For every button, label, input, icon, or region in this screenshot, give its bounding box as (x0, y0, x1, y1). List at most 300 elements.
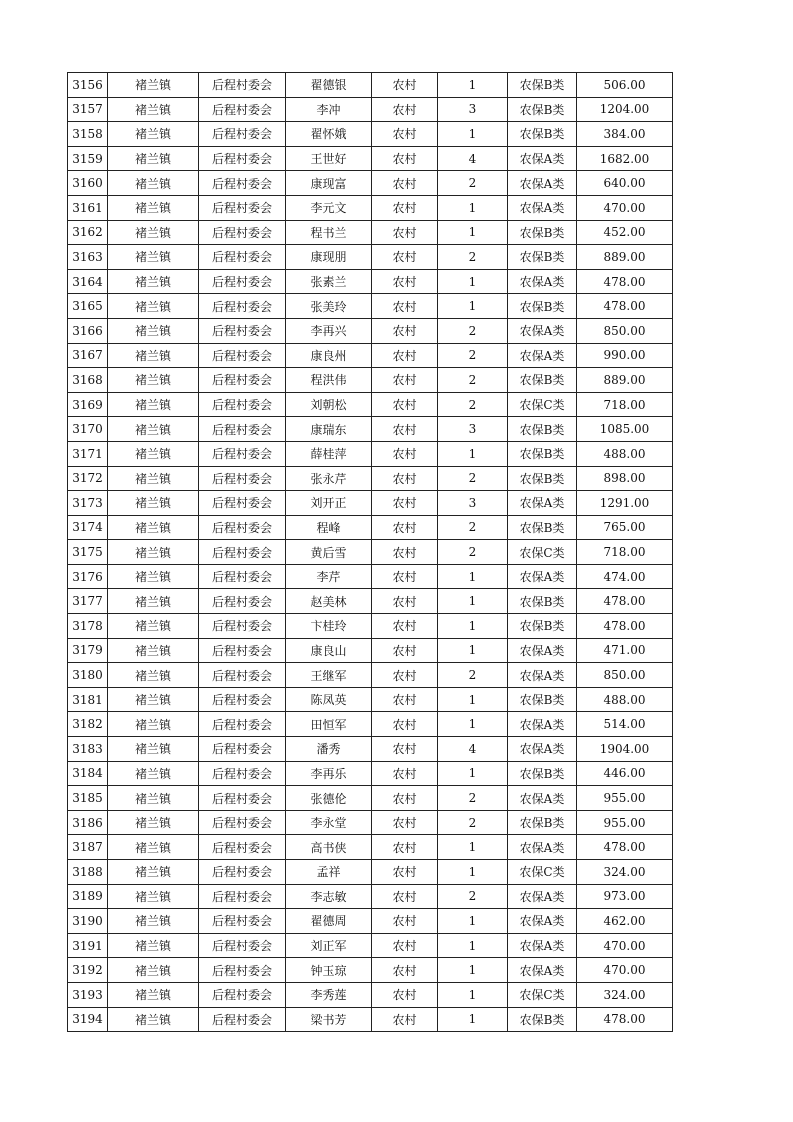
village-committee-cell: 后程村委会 (199, 441, 286, 466)
row-number-cell: 3172 (68, 466, 108, 491)
benefit-table (67, 72, 673, 1032)
table-row (68, 1007, 673, 1032)
table-row (68, 589, 673, 614)
row-number-cell: 3160 (68, 171, 108, 196)
household-type-cell: 农村 (372, 515, 438, 540)
village-committee-cell: 后程村委会 (199, 343, 286, 368)
household-size-cell: 1 (438, 195, 508, 220)
row-number-cell: 3184 (68, 761, 108, 786)
village-committee-cell: 后程村委会 (199, 146, 286, 171)
row-number-cell: 3182 (68, 712, 108, 737)
town-cell: 褚兰镇 (108, 73, 199, 98)
household-size-cell: 1 (438, 982, 508, 1007)
name-cell: 潘秀 (286, 737, 372, 762)
town-cell: 褚兰镇 (108, 786, 199, 811)
row-number-cell: 3181 (68, 687, 108, 712)
table-row (68, 269, 673, 294)
village-committee-cell: 后程村委会 (199, 761, 286, 786)
amount-cell: 850.00 (577, 663, 673, 688)
household-type-cell: 农村 (372, 466, 438, 491)
household-size-cell: 2 (438, 786, 508, 811)
table-row (68, 982, 673, 1007)
name-cell: 孟祥 (286, 860, 372, 885)
table-row (68, 761, 673, 786)
household-type-cell: 农村 (372, 368, 438, 393)
household-type-cell: 农村 (372, 318, 438, 343)
town-cell: 褚兰镇 (108, 614, 199, 639)
household-type-cell: 农村 (372, 638, 438, 663)
name-cell: 李再乐 (286, 761, 372, 786)
village-committee-cell: 后程村委会 (199, 909, 286, 934)
household-type-cell: 农村 (372, 1007, 438, 1032)
amount-cell: 1904.00 (577, 737, 673, 762)
row-number-cell: 3180 (68, 663, 108, 688)
name-cell: 李冲 (286, 97, 372, 122)
name-cell: 康良州 (286, 343, 372, 368)
row-number-cell: 3162 (68, 220, 108, 245)
name-cell: 李芹 (286, 564, 372, 589)
household-type-cell: 农村 (372, 392, 438, 417)
insurance-category-cell: 农保B类 (508, 589, 577, 614)
row-number-cell: 3186 (68, 810, 108, 835)
village-committee-cell: 后程村委会 (199, 712, 286, 737)
household-type-cell: 农村 (372, 491, 438, 516)
amount-cell: 462.00 (577, 909, 673, 934)
town-cell: 褚兰镇 (108, 1007, 199, 1032)
household-type-cell: 农村 (372, 195, 438, 220)
name-cell: 薛桂萍 (286, 441, 372, 466)
town-cell: 褚兰镇 (108, 663, 199, 688)
town-cell: 褚兰镇 (108, 368, 199, 393)
village-committee-cell: 后程村委会 (199, 368, 286, 393)
amount-cell: 446.00 (577, 761, 673, 786)
village-committee-cell: 后程村委会 (199, 737, 286, 762)
insurance-category-cell: 农保A类 (508, 491, 577, 516)
household-size-cell: 1 (438, 294, 508, 319)
household-size-cell: 1 (438, 441, 508, 466)
insurance-category-cell: 农保B类 (508, 441, 577, 466)
household-type-cell: 农村 (372, 810, 438, 835)
household-type-cell: 农村 (372, 712, 438, 737)
household-type-cell: 农村 (372, 343, 438, 368)
town-cell: 褚兰镇 (108, 392, 199, 417)
name-cell: 卞桂玲 (286, 614, 372, 639)
name-cell: 康瑞东 (286, 417, 372, 442)
town-cell: 褚兰镇 (108, 638, 199, 663)
name-cell: 高书侠 (286, 835, 372, 860)
household-type-cell: 农村 (372, 909, 438, 934)
insurance-category-cell: 农保B类 (508, 515, 577, 540)
table-row (68, 343, 673, 368)
insurance-category-cell: 农保A类 (508, 737, 577, 762)
village-committee-cell: 后程村委会 (199, 663, 286, 688)
name-cell: 程书兰 (286, 220, 372, 245)
town-cell: 褚兰镇 (108, 687, 199, 712)
household-size-cell: 2 (438, 392, 508, 417)
household-type-cell: 农村 (372, 835, 438, 860)
household-type-cell: 农村 (372, 933, 438, 958)
table-row (68, 933, 673, 958)
insurance-category-cell: 农保A类 (508, 343, 577, 368)
town-cell: 褚兰镇 (108, 564, 199, 589)
town-cell: 褚兰镇 (108, 343, 199, 368)
table-row (68, 294, 673, 319)
amount-cell: 889.00 (577, 245, 673, 270)
household-size-cell: 1 (438, 614, 508, 639)
town-cell: 褚兰镇 (108, 417, 199, 442)
insurance-category-cell: 农保C类 (508, 540, 577, 565)
table-row (68, 392, 673, 417)
insurance-category-cell: 农保B类 (508, 687, 577, 712)
town-cell: 褚兰镇 (108, 318, 199, 343)
insurance-category-cell: 农保A类 (508, 269, 577, 294)
village-committee-cell: 后程村委会 (199, 171, 286, 196)
household-type-cell: 农村 (372, 737, 438, 762)
village-committee-cell: 后程村委会 (199, 638, 286, 663)
table-row (68, 97, 673, 122)
household-size-cell: 1 (438, 73, 508, 98)
household-size-cell: 1 (438, 835, 508, 860)
town-cell: 褚兰镇 (108, 171, 199, 196)
village-committee-cell: 后程村委会 (199, 958, 286, 983)
town-cell: 褚兰镇 (108, 122, 199, 147)
insurance-category-cell: 农保A类 (508, 318, 577, 343)
insurance-category-cell: 农保B类 (508, 73, 577, 98)
amount-cell: 1682.00 (577, 146, 673, 171)
household-size-cell: 1 (438, 564, 508, 589)
row-number-cell: 3171 (68, 441, 108, 466)
town-cell: 褚兰镇 (108, 466, 199, 491)
amount-cell: 1085.00 (577, 417, 673, 442)
town-cell: 褚兰镇 (108, 220, 199, 245)
table-row (68, 417, 673, 442)
row-number-cell: 3183 (68, 737, 108, 762)
household-type-cell: 农村 (372, 884, 438, 909)
household-size-cell: 2 (438, 515, 508, 540)
name-cell: 翟怀娥 (286, 122, 372, 147)
village-committee-cell: 后程村委会 (199, 220, 286, 245)
household-size-cell: 1 (438, 761, 508, 786)
table-row (68, 884, 673, 909)
insurance-category-cell: 农保A类 (508, 638, 577, 663)
household-type-cell: 农村 (372, 269, 438, 294)
table-row (68, 786, 673, 811)
village-committee-cell: 后程村委会 (199, 884, 286, 909)
amount-cell: 478.00 (577, 294, 673, 319)
amount-cell: 850.00 (577, 318, 673, 343)
amount-cell: 973.00 (577, 884, 673, 909)
household-type-cell: 农村 (372, 958, 438, 983)
table-row (68, 663, 673, 688)
household-type-cell: 农村 (372, 540, 438, 565)
town-cell: 褚兰镇 (108, 269, 199, 294)
household-type-cell: 农村 (372, 220, 438, 245)
amount-cell: 470.00 (577, 195, 673, 220)
household-size-cell: 2 (438, 318, 508, 343)
name-cell: 梁书芳 (286, 1007, 372, 1032)
name-cell: 刘正军 (286, 933, 372, 958)
household-size-cell: 1 (438, 909, 508, 934)
insurance-category-cell: 农保A类 (508, 171, 577, 196)
name-cell: 翟德周 (286, 909, 372, 934)
village-committee-cell: 后程村委会 (199, 933, 286, 958)
amount-cell: 1291.00 (577, 491, 673, 516)
amount-cell: 718.00 (577, 392, 673, 417)
insurance-category-cell: 农保A类 (508, 933, 577, 958)
table-row (68, 737, 673, 762)
amount-cell: 488.00 (577, 687, 673, 712)
table-row (68, 638, 673, 663)
row-number-cell: 3185 (68, 786, 108, 811)
amount-cell: 384.00 (577, 122, 673, 147)
row-number-cell: 3175 (68, 540, 108, 565)
row-number-cell: 3169 (68, 392, 108, 417)
insurance-category-cell: 农保A类 (508, 195, 577, 220)
amount-cell: 452.00 (577, 220, 673, 245)
row-number-cell: 3189 (68, 884, 108, 909)
table-row (68, 195, 673, 220)
household-type-cell: 农村 (372, 761, 438, 786)
row-number-cell: 3191 (68, 933, 108, 958)
village-committee-cell: 后程村委会 (199, 589, 286, 614)
row-number-cell: 3168 (68, 368, 108, 393)
household-size-cell: 2 (438, 810, 508, 835)
table-row (68, 318, 673, 343)
insurance-category-cell: 农保B类 (508, 220, 577, 245)
town-cell: 褚兰镇 (108, 294, 199, 319)
household-size-cell: 1 (438, 638, 508, 663)
town-cell: 褚兰镇 (108, 810, 199, 835)
amount-cell: 470.00 (577, 958, 673, 983)
table-row (68, 810, 673, 835)
insurance-category-cell: 农保B类 (508, 761, 577, 786)
insurance-category-cell: 农保A类 (508, 146, 577, 171)
insurance-category-cell: 农保A类 (508, 564, 577, 589)
household-size-cell: 4 (438, 737, 508, 762)
household-size-cell: 1 (438, 122, 508, 147)
table-row (68, 73, 673, 98)
amount-cell: 955.00 (577, 786, 673, 811)
amount-cell: 488.00 (577, 441, 673, 466)
name-cell: 黄后雪 (286, 540, 372, 565)
household-size-cell: 1 (438, 687, 508, 712)
table-row (68, 220, 673, 245)
insurance-category-cell: 农保A类 (508, 663, 577, 688)
table-row (68, 466, 673, 491)
amount-cell: 478.00 (577, 269, 673, 294)
household-type-cell: 农村 (372, 171, 438, 196)
village-committee-cell: 后程村委会 (199, 687, 286, 712)
amount-cell: 470.00 (577, 933, 673, 958)
amount-cell: 478.00 (577, 835, 673, 860)
town-cell: 褚兰镇 (108, 737, 199, 762)
village-committee-cell: 后程村委会 (199, 515, 286, 540)
table-row (68, 368, 673, 393)
name-cell: 翟德银 (286, 73, 372, 98)
village-committee-cell: 后程村委会 (199, 294, 286, 319)
town-cell: 褚兰镇 (108, 491, 199, 516)
household-size-cell: 3 (438, 491, 508, 516)
amount-cell: 324.00 (577, 982, 673, 1007)
town-cell: 褚兰镇 (108, 97, 199, 122)
row-number-cell: 3166 (68, 318, 108, 343)
row-number-cell: 3174 (68, 515, 108, 540)
household-size-cell: 1 (438, 712, 508, 737)
town-cell: 褚兰镇 (108, 884, 199, 909)
household-size-cell: 1 (438, 220, 508, 245)
row-number-cell: 3176 (68, 564, 108, 589)
town-cell: 褚兰镇 (108, 958, 199, 983)
town-cell: 褚兰镇 (108, 909, 199, 934)
insurance-category-cell: 农保C类 (508, 392, 577, 417)
row-number-cell: 3157 (68, 97, 108, 122)
row-number-cell: 3170 (68, 417, 108, 442)
insurance-category-cell: 农保B类 (508, 368, 577, 393)
village-committee-cell: 后程村委会 (199, 540, 286, 565)
row-number-cell: 3192 (68, 958, 108, 983)
household-type-cell: 农村 (372, 687, 438, 712)
table-body (68, 73, 673, 1032)
village-committee-cell: 后程村委会 (199, 269, 286, 294)
name-cell: 李秀莲 (286, 982, 372, 1007)
town-cell: 褚兰镇 (108, 245, 199, 270)
name-cell: 李志敏 (286, 884, 372, 909)
village-committee-cell: 后程村委会 (199, 318, 286, 343)
household-type-cell: 农村 (372, 614, 438, 639)
village-committee-cell: 后程村委会 (199, 392, 286, 417)
table-row (68, 958, 673, 983)
row-number-cell: 3163 (68, 245, 108, 270)
town-cell: 褚兰镇 (108, 195, 199, 220)
insurance-category-cell: 农保B类 (508, 417, 577, 442)
household-type-cell: 农村 (372, 97, 438, 122)
name-cell: 张素兰 (286, 269, 372, 294)
row-number-cell: 3161 (68, 195, 108, 220)
amount-cell: 955.00 (577, 810, 673, 835)
town-cell: 褚兰镇 (108, 712, 199, 737)
name-cell: 康现富 (286, 171, 372, 196)
household-type-cell: 农村 (372, 860, 438, 885)
household-type-cell: 农村 (372, 441, 438, 466)
insurance-category-cell: 农保B类 (508, 614, 577, 639)
town-cell: 褚兰镇 (108, 441, 199, 466)
name-cell: 张永芹 (286, 466, 372, 491)
insurance-category-cell: 农保C类 (508, 860, 577, 885)
household-type-cell: 农村 (372, 294, 438, 319)
table-row (68, 687, 673, 712)
household-size-cell: 2 (438, 368, 508, 393)
village-committee-cell: 后程村委会 (199, 466, 286, 491)
household-type-cell: 农村 (372, 786, 438, 811)
amount-cell: 898.00 (577, 466, 673, 491)
insurance-category-cell: 农保A类 (508, 712, 577, 737)
name-cell: 康良山 (286, 638, 372, 663)
row-number-cell: 3188 (68, 860, 108, 885)
town-cell: 褚兰镇 (108, 933, 199, 958)
amount-cell: 506.00 (577, 73, 673, 98)
name-cell: 田恒军 (286, 712, 372, 737)
town-cell: 褚兰镇 (108, 835, 199, 860)
village-committee-cell: 后程村委会 (199, 97, 286, 122)
table-row (68, 146, 673, 171)
amount-cell: 478.00 (577, 614, 673, 639)
name-cell: 康现朋 (286, 245, 372, 270)
insurance-category-cell: 农保A类 (508, 835, 577, 860)
name-cell: 刘朝松 (286, 392, 372, 417)
table-row (68, 860, 673, 885)
table-row (68, 614, 673, 639)
household-size-cell: 1 (438, 269, 508, 294)
name-cell: 赵美林 (286, 589, 372, 614)
insurance-category-cell: 农保B类 (508, 1007, 577, 1032)
name-cell: 李元文 (286, 195, 372, 220)
insurance-category-cell: 农保B类 (508, 466, 577, 491)
household-size-cell: 1 (438, 860, 508, 885)
household-type-cell: 农村 (372, 122, 438, 147)
name-cell: 钟玉琼 (286, 958, 372, 983)
insurance-category-cell: 农保B类 (508, 810, 577, 835)
amount-cell: 718.00 (577, 540, 673, 565)
insurance-category-cell: 农保A类 (508, 958, 577, 983)
amount-cell: 471.00 (577, 638, 673, 663)
row-number-cell: 3167 (68, 343, 108, 368)
amount-cell: 324.00 (577, 860, 673, 885)
village-committee-cell: 后程村委会 (199, 491, 286, 516)
row-number-cell: 3164 (68, 269, 108, 294)
amount-cell: 1204.00 (577, 97, 673, 122)
household-size-cell: 2 (438, 884, 508, 909)
household-type-cell: 农村 (372, 982, 438, 1007)
row-number-cell: 3158 (68, 122, 108, 147)
table-row (68, 122, 673, 147)
insurance-category-cell: 农保A类 (508, 909, 577, 934)
amount-cell: 765.00 (577, 515, 673, 540)
row-number-cell: 3165 (68, 294, 108, 319)
household-size-cell: 2 (438, 171, 508, 196)
household-type-cell: 农村 (372, 663, 438, 688)
name-cell: 王世好 (286, 146, 372, 171)
row-number-cell: 3187 (68, 835, 108, 860)
village-committee-cell: 后程村委会 (199, 982, 286, 1007)
household-size-cell: 1 (438, 958, 508, 983)
table-row (68, 245, 673, 270)
household-size-cell: 3 (438, 97, 508, 122)
name-cell: 刘开正 (286, 491, 372, 516)
village-committee-cell: 后程村委会 (199, 417, 286, 442)
town-cell: 褚兰镇 (108, 540, 199, 565)
village-committee-cell: 后程村委会 (199, 810, 286, 835)
village-committee-cell: 后程村委会 (199, 195, 286, 220)
town-cell: 褚兰镇 (108, 860, 199, 885)
amount-cell: 478.00 (577, 1007, 673, 1032)
name-cell: 程洪伟 (286, 368, 372, 393)
town-cell: 褚兰镇 (108, 761, 199, 786)
name-cell: 程峰 (286, 515, 372, 540)
name-cell: 张德伦 (286, 786, 372, 811)
name-cell: 王继军 (286, 663, 372, 688)
town-cell: 褚兰镇 (108, 146, 199, 171)
amount-cell: 474.00 (577, 564, 673, 589)
name-cell: 李永堂 (286, 810, 372, 835)
household-type-cell: 农村 (372, 73, 438, 98)
name-cell: 张美玲 (286, 294, 372, 319)
household-size-cell: 1 (438, 589, 508, 614)
household-size-cell: 1 (438, 1007, 508, 1032)
row-number-cell: 3194 (68, 1007, 108, 1032)
household-type-cell: 农村 (372, 245, 438, 270)
household-size-cell: 2 (438, 343, 508, 368)
table-row (68, 835, 673, 860)
